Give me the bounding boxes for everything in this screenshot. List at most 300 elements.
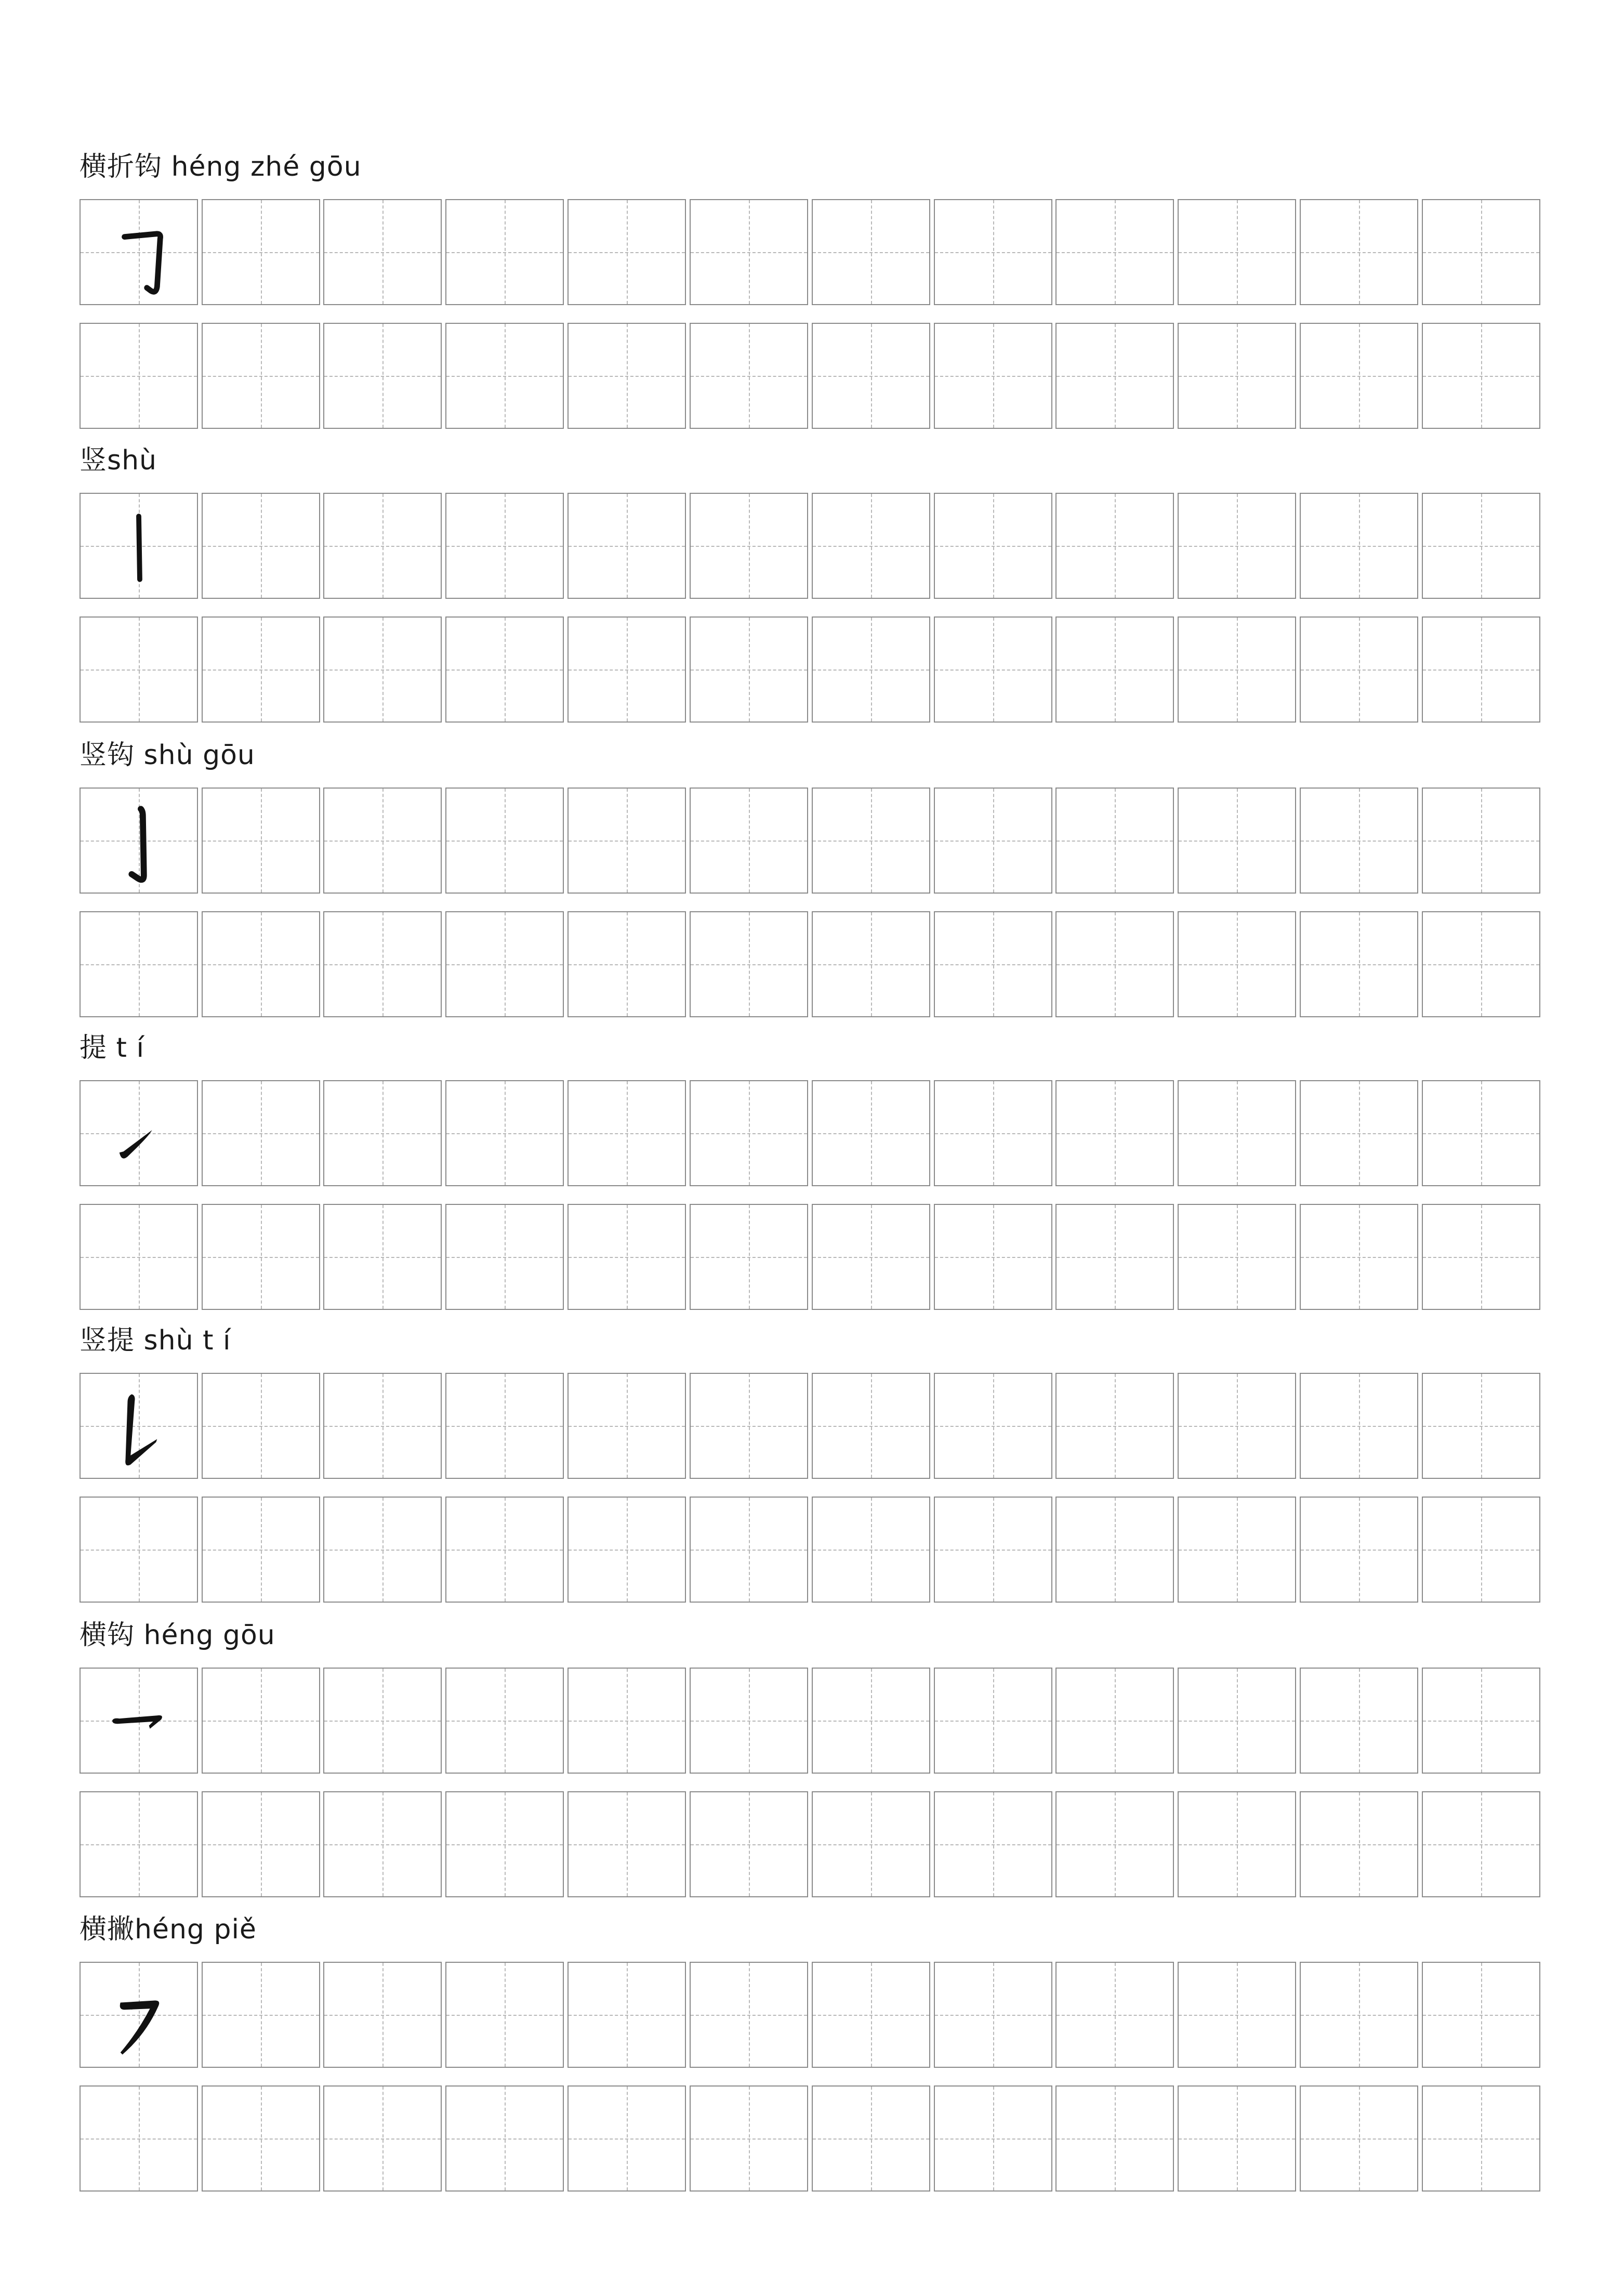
vertical-guide-line [1481,789,1482,893]
vertical-guide-line [1237,1081,1238,1185]
practice-cell [80,323,198,429]
practice-cell [202,1791,320,1897]
practice-cell [323,1080,442,1186]
practice-cell [1178,788,1296,894]
practice-cell [812,2085,930,2192]
vertical-guide-line [1115,324,1116,428]
practice-cell [1300,616,1418,723]
vertical-guide-line [505,1374,506,1478]
practice-cell [1178,1080,1296,1186]
vertical-guide-line [1115,200,1116,304]
practice-cell [445,911,564,1017]
vertical-guide-line [382,1498,384,1602]
vertical-guide-line [871,1205,872,1309]
practice-cell [445,1668,564,1774]
section-label: 横折钩 héng zhé gōu [80,151,362,182]
practice-cell [323,2085,442,2192]
vertical-guide-line [382,1374,384,1478]
vertical-guide-line [871,1792,872,1896]
vertical-guide-line [871,200,872,304]
practice-cell [202,1962,320,2068]
practice-cell [1300,1080,1418,1186]
practice-cell [1055,493,1174,599]
vertical-guide-line [1237,1669,1238,1773]
vertical-guide-line [1237,494,1238,598]
practice-cell [1422,788,1540,894]
practice-cell [934,1962,1052,2068]
vertical-guide-line [261,912,262,1016]
vertical-guide-line [871,1498,872,1602]
practice-cell [323,493,442,599]
practice-cell [445,493,564,599]
vertical-guide-line [749,1792,750,1896]
practice-cell [1422,1668,1540,1774]
vertical-guide-line [261,1374,262,1478]
section-label: 横撇héng piě [80,1914,257,1945]
practice-cell [202,911,320,1017]
vertical-guide-line [1237,789,1238,893]
practice-cell [445,2085,564,2192]
vertical-guide-line [993,912,994,1016]
practice-cell [445,1791,564,1897]
practice-cell [1055,1962,1174,2068]
practice-cell [1055,911,1174,1017]
practice-cell [1300,911,1418,1017]
practice-cell [445,199,564,305]
practice-cell [934,1080,1052,1186]
vertical-guide-line [505,324,506,428]
vertical-guide-line [1115,1792,1116,1896]
practice-cell [202,1668,320,1774]
vertical-guide-line [871,1081,872,1185]
vertical-guide-line [1359,789,1360,893]
practice-cell [934,1791,1052,1897]
practice-cell [1300,1497,1418,1603]
practice-cell [690,323,808,429]
vertical-guide-line [1359,200,1360,304]
practice-cell [1055,1373,1174,1479]
practice-cell [567,2085,686,2192]
practice-cell [1178,911,1296,1017]
practice-cell [1300,1668,1418,1774]
vertical-guide-line [993,494,994,598]
practice-cell [323,1668,442,1774]
practice-cell [812,1204,930,1310]
vertical-guide-line [627,324,628,428]
practice-cell [80,911,198,1017]
practice-cell [934,2085,1052,2192]
practice-cell [80,1668,198,1774]
vertical-guide-line [1481,1498,1482,1602]
practice-grid-row [80,616,1558,725]
vertical-guide-line [1481,1374,1482,1478]
vertical-guide-line [382,1081,384,1185]
practice-cell [80,1080,198,1186]
vertical-guide-line [1237,1498,1238,1602]
vertical-guide-line [261,1205,262,1309]
practice-cell [80,493,198,599]
practice-cell [445,1204,564,1310]
practice-grid-row [80,1791,1558,1899]
vertical-guide-line [1359,1374,1360,1478]
practice-cell [690,1791,808,1897]
practice-cell [1178,1204,1296,1310]
hengzhegou-stroke [81,200,197,304]
vertical-guide-line [505,1963,506,2067]
vertical-guide-line [993,618,994,721]
practice-cell [1422,1962,1540,2068]
vertical-guide-line [871,2087,872,2190]
practice-cell [323,1204,442,1310]
vertical-guide-line [1237,618,1238,721]
vertical-guide-line [749,1669,750,1773]
practice-cell [567,1373,686,1479]
vertical-guide-line [382,2087,384,2190]
practice-cell [80,1204,198,1310]
practice-cell [202,616,320,723]
practice-cell [1178,1791,1296,1897]
practice-cell [1300,2085,1418,2192]
practice-cell [1422,199,1540,305]
practice-cell [1178,493,1296,599]
vertical-guide-line [627,1669,628,1773]
vertical-guide-line [505,1498,506,1602]
vertical-guide-line [627,1374,628,1478]
vertical-guide-line [261,1081,262,1185]
vertical-guide-line [627,1792,628,1896]
practice-cell [934,1373,1052,1479]
practice-cell [1422,1080,1540,1186]
practice-cell [80,788,198,894]
practice-cell [1422,1373,1540,1479]
vertical-guide-line [1481,324,1482,428]
practice-cell [567,1080,686,1186]
vertical-guide-line [1359,494,1360,598]
practice-cell [1178,323,1296,429]
vertical-guide-line [1115,494,1116,598]
practice-cell [1055,1080,1174,1186]
practice-cell [1178,199,1296,305]
vertical-guide-line [871,494,872,598]
vertical-guide-line [993,1374,994,1478]
practice-cell [1055,1791,1174,1897]
practice-grid-row [80,1080,1558,1188]
practice-cell [690,616,808,723]
vertical-guide-line [139,1498,140,1602]
practice-grid-row [80,1962,1558,2070]
vertical-guide-line [627,1205,628,1309]
vertical-guide-line [749,324,750,428]
vertical-guide-line [505,1792,506,1896]
practice-cell [567,199,686,305]
practice-cell [934,1204,1052,1310]
vertical-guide-line [871,1669,872,1773]
vertical-guide-line [382,789,384,893]
vertical-guide-line [1481,1205,1482,1309]
vertical-guide-line [749,789,750,893]
practice-cell [1422,616,1540,723]
vertical-guide-line [1115,912,1116,1016]
vertical-guide-line [1237,1205,1238,1309]
vertical-guide-line [1359,618,1360,721]
vertical-guide-line [1481,1963,1482,2067]
practice-cell [1422,911,1540,1017]
vertical-guide-line [749,494,750,598]
vertical-guide-line [1359,1081,1360,1185]
practice-grid-row [80,1373,1558,1481]
vertical-guide-line [139,1792,140,1896]
practice-cell [1422,1791,1540,1897]
practice-grid-row [80,493,1558,601]
vertical-guide-line [993,789,994,893]
vertical-guide-line [627,1498,628,1602]
practice-cell [202,493,320,599]
vertical-guide-line [1237,1792,1238,1896]
section-label: 横钩 héng gōu [80,1620,275,1651]
practice-cell [1300,788,1418,894]
practice-cell [934,788,1052,894]
practice-cell [1178,1373,1296,1479]
vertical-guide-line [1481,494,1482,598]
vertical-guide-line [1481,1081,1482,1185]
practice-cell [690,1204,808,1310]
vertical-guide-line [1115,2087,1116,2190]
practice-cell [1178,616,1296,723]
practice-grid-row [80,1204,1558,1312]
practice-grid-row [80,1497,1558,1605]
vertical-guide-line [261,494,262,598]
vertical-guide-line [505,789,506,893]
practice-grid-row [80,2085,1558,2194]
vertical-guide-line [749,2087,750,2190]
practice-cell [1422,1497,1540,1603]
practice-cell [80,616,198,723]
vertical-guide-line [139,618,140,721]
practice-cell [80,2085,198,2192]
practice-cell [202,1204,320,1310]
practice-cell [202,788,320,894]
practice-cell [1422,323,1540,429]
practice-cell [1422,493,1540,599]
practice-cell [567,1791,686,1897]
vertical-guide-line [505,1205,506,1309]
practice-cell [812,1962,930,2068]
vertical-guide-line [261,324,262,428]
vertical-guide-line [1481,1792,1482,1896]
vertical-guide-line [993,1498,994,1602]
practice-grid-row [80,911,1558,1019]
vertical-guide-line [1481,912,1482,1016]
vertical-guide-line [749,912,750,1016]
practice-cell [567,323,686,429]
section-label: 竖提 shù t í [80,1325,231,1356]
practice-cell [690,199,808,305]
section-label: 提 t í [80,1032,144,1064]
practice-cell [1055,323,1174,429]
vertical-guide-line [505,200,506,304]
practice-cell [202,199,320,305]
practice-cell [80,1373,198,1479]
vertical-guide-line [1115,1081,1116,1185]
vertical-guide-line [139,2087,140,2190]
vertical-guide-line [871,912,872,1016]
practice-cell [80,199,198,305]
vertical-guide-line [1359,1792,1360,1896]
practice-cell [690,911,808,1017]
vertical-guide-line [382,1205,384,1309]
vertical-guide-line [261,1498,262,1602]
vertical-guide-line [1359,2087,1360,2190]
practice-cell [202,1373,320,1479]
practice-cell [812,199,930,305]
vertical-guide-line [749,1498,750,1602]
vertical-guide-line [382,1792,384,1896]
vertical-guide-line [1359,324,1360,428]
practice-cell [445,1373,564,1479]
practice-cell [1055,616,1174,723]
practice-cell [323,616,442,723]
ti-stroke [81,1081,197,1185]
henggou-stroke [81,1669,197,1773]
practice-cell [80,1791,198,1897]
vertical-guide-line [871,1963,872,2067]
vertical-guide-line [261,618,262,721]
practice-cell [80,1497,198,1603]
vertical-guide-line [993,1205,994,1309]
vertical-guide-line [749,200,750,304]
vertical-guide-line [382,324,384,428]
practice-cell [1422,1204,1540,1310]
vertical-guide-line [382,1669,384,1773]
practice-cell [812,1668,930,1774]
practice-cell [690,1373,808,1479]
practice-cell [567,1497,686,1603]
practice-cell [812,616,930,723]
vertical-guide-line [749,1081,750,1185]
practice-cell [323,1373,442,1479]
vertical-guide-line [627,789,628,893]
vertical-guide-line [139,324,140,428]
shuti-stroke [81,1374,197,1478]
vertical-guide-line [1481,618,1482,721]
vertical-guide-line [1359,1498,1360,1602]
practice-cell [690,2085,808,2192]
practice-cell [1055,1668,1174,1774]
practice-cell [1055,788,1174,894]
practice-cell [1300,199,1418,305]
practice-cell [934,199,1052,305]
practice-cell [567,493,686,599]
vertical-guide-line [993,1963,994,2067]
practice-cell [812,493,930,599]
practice-cell [323,1791,442,1897]
practice-cell [934,323,1052,429]
vertical-guide-line [627,494,628,598]
practice-cell [1178,1668,1296,1774]
vertical-guide-line [627,912,628,1016]
practice-cell [202,1497,320,1603]
shu-stroke [81,494,197,598]
practice-cell [1055,199,1174,305]
vertical-guide-line [1481,200,1482,304]
practice-cell [445,1962,564,2068]
vertical-guide-line [261,2087,262,2190]
vertical-guide-line [261,200,262,304]
practice-cell [1178,1962,1296,2068]
practice-cell [1300,1204,1418,1310]
practice-cell [1178,2085,1296,2192]
vertical-guide-line [1115,1498,1116,1602]
vertical-guide-line [1115,618,1116,721]
vertical-guide-line [1359,912,1360,1016]
practice-grid-row [80,788,1558,896]
vertical-guide-line [382,200,384,304]
practice-cell [323,1497,442,1603]
vertical-guide-line [1237,2087,1238,2190]
practice-cell [1178,1497,1296,1603]
practice-cell [1422,2085,1540,2192]
practice-cell [567,788,686,894]
vertical-guide-line [993,1669,994,1773]
vertical-guide-line [871,618,872,721]
vertical-guide-line [505,912,506,1016]
vertical-guide-line [871,789,872,893]
vertical-guide-line [505,2087,506,2190]
practice-cell [80,1962,198,2068]
practice-cell [323,1962,442,2068]
practice-cell [323,788,442,894]
vertical-guide-line [993,200,994,304]
practice-cell [567,911,686,1017]
practice-cell [812,911,930,1017]
practice-grid-row [80,1668,1558,1776]
hengpie-stroke [81,1963,197,2067]
vertical-guide-line [505,618,506,721]
vertical-guide-line [627,1081,628,1185]
vertical-guide-line [1359,1669,1360,1773]
vertical-guide-line [382,912,384,1016]
vertical-guide-line [993,1792,994,1896]
practice-cell [934,911,1052,1017]
vertical-guide-line [1115,1963,1116,2067]
vertical-guide-line [382,618,384,721]
vertical-guide-line [993,2087,994,2190]
vertical-guide-line [1237,200,1238,304]
practice-cell [690,1668,808,1774]
vertical-guide-line [1237,912,1238,1016]
practice-cell [1300,1962,1418,2068]
vertical-guide-line [627,200,628,304]
vertical-guide-line [505,494,506,598]
vertical-guide-line [871,1374,872,1478]
practice-cell [202,323,320,429]
practice-cell [690,1080,808,1186]
vertical-guide-line [139,912,140,1016]
vertical-guide-line [1359,1963,1360,2067]
vertical-guide-line [261,1963,262,2067]
practice-cell [567,1204,686,1310]
practice-cell [1300,1373,1418,1479]
practice-cell [323,323,442,429]
vertical-guide-line [871,324,872,428]
practice-cell [445,788,564,894]
practice-grid-row [80,323,1558,431]
practice-cell [812,323,930,429]
vertical-guide-line [993,324,994,428]
practice-cell [1300,493,1418,599]
practice-cell [934,1668,1052,1774]
vertical-guide-line [993,1081,994,1185]
